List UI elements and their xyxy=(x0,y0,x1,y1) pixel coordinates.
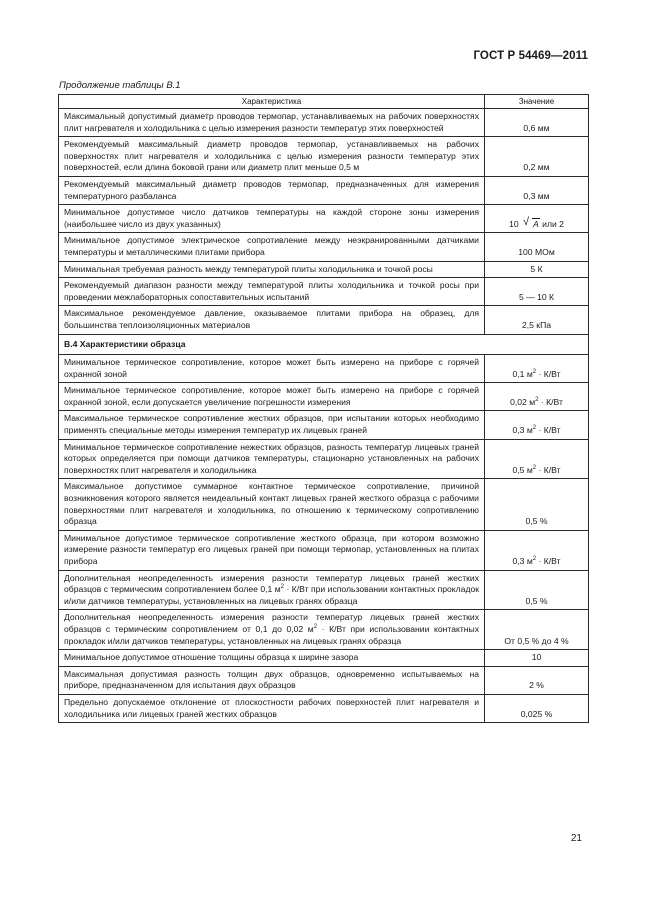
text-before: Дополнительная неопределенность измерения разности температур лицевых граней жестких образцов с термическим сопротивлением более 0,1 м xyxy=(64,572,479,595)
characteristic-cell: Максимальная допустимая разность толщин двух образцов, одновременно испытываемых на приборе, предназначенном для испытания двух образцов xyxy=(59,666,485,694)
value-cell: 0,5 % xyxy=(485,479,589,530)
table-row xyxy=(59,355,589,383)
characteristic-cell: Минимальное допустимое электрическое сопротивление между неэкранированными датчиками температуры и металлическими плитами прибора xyxy=(59,233,485,261)
square-root-expression xyxy=(523,215,540,231)
table-row xyxy=(59,261,589,278)
text-after: · К/Вт при использовании контактных прокладок и/или датчиков температуры, установленных на лицевых гранях образца xyxy=(64,584,480,606)
value-cell xyxy=(485,383,589,411)
value-cell xyxy=(485,439,589,479)
value-cell: 0,025 % xyxy=(485,694,589,722)
value-cell: 5 К xyxy=(485,261,589,278)
value-number: 0,5 м xyxy=(512,464,533,475)
value-number: 0,3 м xyxy=(512,556,533,566)
characteristic-cell: Рекомендуемый максимальный диаметр проводов термопар, устанавливаемых на рабочих поверхностях плит нагревателя и холодильника с целью измерения разности температур этих поверхностей, если длина боковой грани или диаметр плит меньше 0,5 м xyxy=(59,137,485,177)
characteristic-cell: Минимальное термическое сопротивление нежестких образцов, разность температур лицевых граней которых определяется при помощи датчиков температуры, стационарно установленных на рабочих поверхностях плит нагревателя и холодильника xyxy=(59,439,485,479)
table-row xyxy=(59,278,589,306)
characteristic-cell: Максимальный допустимый диаметр проводов термопар, устанавливаемых на рабочих поверхностях плит нагревателя и холодильника с целью измерения разности температур этих поверхностей xyxy=(59,109,485,137)
column-header-value: Значение xyxy=(485,95,589,109)
table-row xyxy=(59,479,589,530)
value-unit: · К/Вт xyxy=(536,368,561,379)
table-row xyxy=(59,137,589,177)
table-row xyxy=(59,650,589,667)
table-row xyxy=(59,109,589,137)
characteristic-cell: Минимальная требуемая разность между температурой плиты холодильника и точкой росы xyxy=(59,261,485,278)
value-cell: 10 xyxy=(485,650,589,667)
characteristic-cell: Максимальное рекомендуемое давление, оказываемое плитами прибора на образец, для большинства теплоизоляционных материалов xyxy=(59,306,485,334)
table-row xyxy=(59,530,589,570)
table-row xyxy=(59,666,589,694)
table-row xyxy=(59,176,589,204)
square-root-sign-icon: √ xyxy=(523,215,530,228)
table-row xyxy=(59,306,589,334)
value-unit: · К/Вт xyxy=(536,556,561,566)
value-cell: 2,5 кПа xyxy=(485,306,589,334)
text-exponent: 2 xyxy=(280,584,284,591)
value-prefix: 10 xyxy=(509,218,519,229)
value-exponent: 2 xyxy=(532,464,537,471)
table-caption: Продолжение таблицы В.1 xyxy=(59,80,181,91)
value-cell xyxy=(485,530,589,570)
table-row xyxy=(59,610,589,650)
text-exponent: 2 xyxy=(313,624,318,631)
characteristic-cell: Предельно допускаемое отклонение от плоскостности рабочих поверхностей плит нагревателя и холодильника или лицевых граней жестких образцов xyxy=(59,694,485,722)
document-code: ГОСТ Р 54469—2011 xyxy=(473,50,588,62)
characteristic-cell: Минимальное термическое сопротивление, которое может быть измерено на приборе с горячей охранной зоной xyxy=(59,355,485,383)
characteristic-cell: Максимальное допустимое суммарное контактное термическое сопротивление, причиной возникновения которого является неидеальный контакт лицевых граней жесткого образца с рабочими поверхностями плит нагревателя и холодильника, по отношению к термическому сопротивлению образца xyxy=(59,479,485,530)
table-row xyxy=(59,205,589,233)
table-row xyxy=(59,411,589,439)
characteristic-cell: Минимальное допустимое термическое сопротивление жесткого образца, при котором возможно измерение разности температур его лицевых граней при помощи термопар, установленных на плитах прибора xyxy=(59,530,485,570)
value-cell: 0,3 мм xyxy=(485,176,589,204)
table-row xyxy=(59,383,589,411)
value-cell xyxy=(485,411,589,439)
characteristic-cell: Максимальное термическое сопротивление жестких образцов, при испытании которых необходимо применять специальные методы измерения температур их лицевых граней xyxy=(59,411,485,439)
value-cell: 2 % xyxy=(485,666,589,694)
value-cell: 0,6 мм xyxy=(485,109,589,137)
characteristic-cell xyxy=(59,570,485,610)
value-number: 0,3 м xyxy=(512,425,533,436)
characteristic-cell: Минимальное допустимое отношение толщины образца к ширине зазора xyxy=(59,650,485,667)
value-exponent: 2 xyxy=(532,368,537,375)
table-row xyxy=(59,694,589,722)
value-unit: · К/Вт xyxy=(538,396,563,407)
text-before: Дополнительная неопределенность измерения разности температур лицевых граней жестких образцов с термическим сопротивлением от 0,1 до 0,02 м xyxy=(64,612,479,634)
value-exponent: 2 xyxy=(532,556,537,563)
section-title: В.4 Характеристики образца xyxy=(59,334,589,355)
characteristic-cell: Рекомендуемый диапазон разности между температурой плиты холодильника и точкой росы при проведении межлабораторных сопоставительных испытаний xyxy=(59,278,485,306)
square-root-argument: A xyxy=(533,218,539,229)
value-cell: От 0,5 % до 4 % xyxy=(485,610,589,650)
value-exponent: 2 xyxy=(532,425,537,432)
value-number: 0,1 м xyxy=(512,368,533,379)
table-row xyxy=(59,233,589,261)
column-header-characteristic: Характеристика xyxy=(59,95,485,109)
value-suffix: или 2 xyxy=(542,218,564,229)
value-cell: 0,5 % xyxy=(485,570,589,610)
value-cell: 0,2 мм xyxy=(485,137,589,177)
table-row xyxy=(59,570,589,610)
value-unit: · К/Вт xyxy=(536,464,561,475)
page-number: 21 xyxy=(570,833,582,844)
characteristic-cell: Минимальное термическое сопротивление, которое может быть измерено на приборе с горячей охранной зоной, если допускается увеличение погрешности измерения xyxy=(59,383,485,411)
value-exponent: 2 xyxy=(535,397,539,404)
value-cell xyxy=(485,205,589,233)
characteristic-cell: Рекомендуемый максимальный диаметр проводов термопар, предназначенных для измерения температурного разбаланса xyxy=(59,176,485,204)
characteristic-cell: Минимальное допустимое число датчиков температуры на каждой стороне зоны измерения (наибольшее число из двух указанных) xyxy=(59,205,485,233)
text-after: · К/Вт при использовании контактных прокладок и/или датчиков температуры, установленных на лицевых гранях образца xyxy=(64,623,479,646)
value-cell: 5 — 10 К xyxy=(485,278,589,306)
table-header-row xyxy=(59,95,589,109)
value-cell xyxy=(485,355,589,383)
value-unit: · К/Вт xyxy=(536,425,561,436)
value-number: 0,02 м xyxy=(510,396,536,407)
value-cell: 100 МОм xyxy=(485,233,589,261)
table-row xyxy=(59,439,589,479)
characteristic-cell xyxy=(59,610,485,650)
specification-table xyxy=(58,94,589,723)
section-header-row xyxy=(59,334,589,355)
